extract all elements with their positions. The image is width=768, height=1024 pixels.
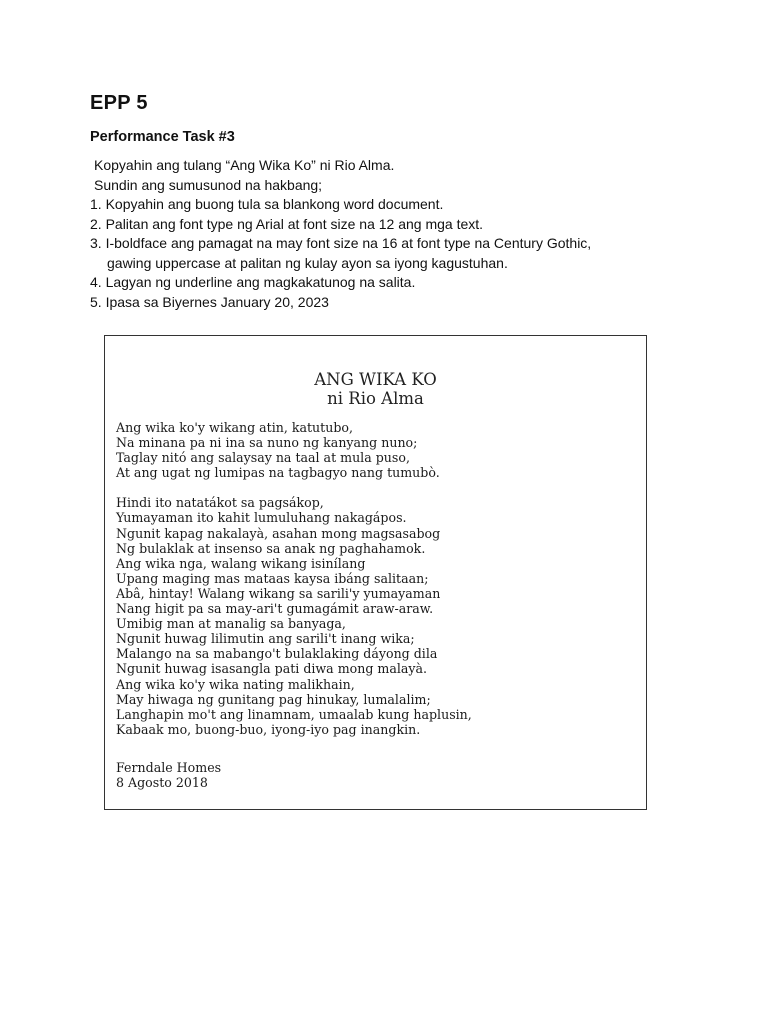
poem-author: ni Rio Alma bbox=[327, 389, 424, 408]
poem-line: At ang ugat ng lumipas na tagbagyo nang tumubò. bbox=[116, 465, 440, 481]
instruction-step-2: 2. Palitan ang font type ng Arial at font size na 12 ang mga text. bbox=[90, 215, 484, 232]
poem-line: Ang wika ko'y wika nating malikhain, bbox=[116, 676, 355, 692]
poem-title: ANG WIKA KO bbox=[314, 370, 437, 389]
poem-line: Nang higit pa sa may-ari't gumagámit araw-araw. bbox=[116, 601, 434, 617]
poem-line: Ngunit huwag isasangla pati diwa mong malayà. bbox=[116, 661, 428, 677]
stanza-divider bbox=[116, 480, 472, 495]
poem-image-box bbox=[104, 335, 647, 810]
poem-line: Ngunit kapag nakalayà, asahan mong magsasabog bbox=[116, 525, 441, 541]
instruction-step-4: 4. Lagyan ng underline ang magkakatunog na salita. bbox=[90, 274, 416, 290]
poem-stanza-1 bbox=[116, 420, 472, 480]
poem-signature bbox=[116, 760, 221, 790]
poem-body bbox=[116, 420, 472, 737]
poem-title-block bbox=[105, 370, 646, 408]
poem-date: 8 Agosto 2018 bbox=[116, 775, 208, 791]
instruction-step-3-continued: gawing uppercase at palitan ng kulay ayon sa iyong kagustuhan. bbox=[107, 254, 508, 271]
poem-line: Ngunit huwag lilimutin ang sarili't inang wika; bbox=[116, 631, 415, 647]
instruction-step-1: 1. Kopyahin ang buong tula sa blankong word document. bbox=[90, 196, 444, 212]
poem-line: Ang wika nga, walang wikang isinílang bbox=[116, 555, 366, 571]
poem-line: Langhapin mo't ang linamnam, umaalab kung haplusin, bbox=[116, 706, 472, 722]
poem-line: Hindi ito natatákot sa pagsákop, bbox=[116, 495, 324, 511]
instruction-step-3: 3. I-boldface ang pamagat na may font size na 16 at font type na Century Gothic, bbox=[90, 235, 592, 251]
poem-stanza-2 bbox=[116, 495, 472, 737]
poem-line: Ng bulaklak at insenso sa anak ng paghahamok. bbox=[116, 540, 426, 556]
poem-line: Yumayaman ito kahit lumuluhang nakagápos. bbox=[116, 510, 407, 526]
poem-line: Malango na sa mabango't bulaklaking dáyong dila bbox=[116, 646, 438, 662]
instruction-intro-2: Sundin ang sumusunod na hakbang; bbox=[94, 176, 323, 193]
poem-line: Umibig man at manalig sa banyaga, bbox=[116, 616, 346, 632]
poem-line: Taglay nitó ang salaysay na taal at mula puso, bbox=[116, 450, 410, 466]
poem-line: Ang wika ko'y wikang atin, katutubo, bbox=[116, 420, 353, 435]
poem-line: Kabaak mo, buong-buo, iyong-iyo pag inangkin. bbox=[116, 721, 421, 737]
poem-line: Abâ, hintay! Walang wikang sa sarili'y yumayaman bbox=[116, 585, 441, 601]
instruction-step-5: 5. Ipasa sa Biyernes January 20, 2023 bbox=[90, 293, 329, 310]
poem-line: Na minana pa ni ina sa nuno ng kanyang nuno; bbox=[116, 435, 418, 451]
poem-line: Upang maging mas mataas kaysa ibáng salitaan; bbox=[116, 570, 429, 586]
instructions bbox=[90, 156, 690, 312]
poem-line: May hiwaga ng gunitang pag hinukay, lumalalim; bbox=[116, 691, 431, 707]
task-title: Performance Task #3 bbox=[90, 129, 235, 145]
instruction-intro-1: Kopyahin ang tulang “Ang Wika Ko” ni Rio Alma. bbox=[94, 157, 395, 173]
poem-place: Ferndale Homes bbox=[116, 760, 222, 775]
page-title: EPP 5 bbox=[90, 92, 148, 114]
